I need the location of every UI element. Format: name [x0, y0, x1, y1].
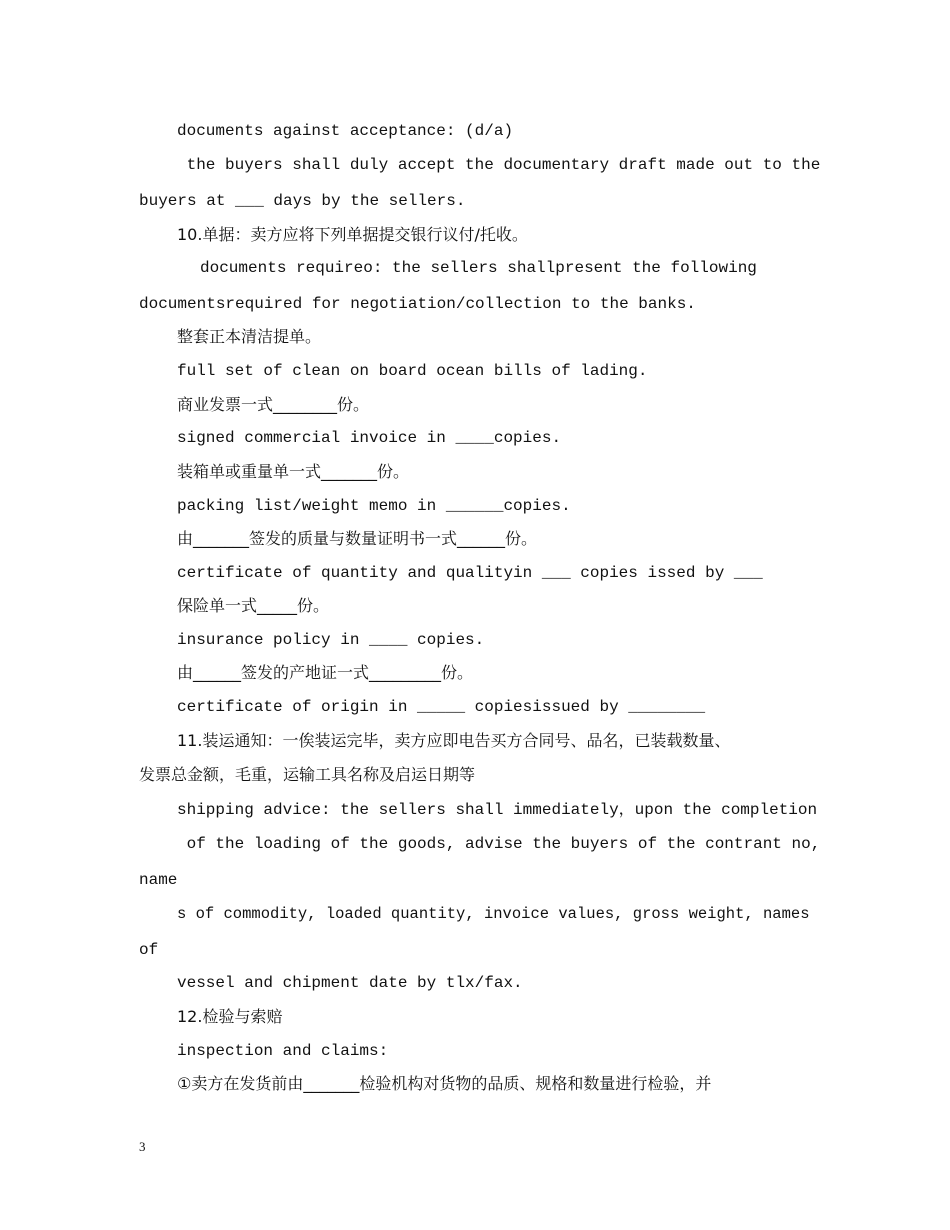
text-line: of the loading of the goods, advise the buyers of the contrant no, [177, 835, 821, 853]
text-line: certificate of origin in _____ copiesissued by ________ [177, 698, 706, 716]
text-line: s of commodity, loaded quantity, invoice values, gross weight, names [177, 905, 810, 923]
text-line: 装箱单或重量单一式_______份。 [177, 462, 410, 481]
text-line: packing list/weight memo in ______copies. [177, 497, 571, 515]
text-line: 10.单据：卖方应将下列单据提交银行议付/托收。 [177, 225, 528, 244]
text-line: documents requireo: the sellers shallpresent the following [200, 259, 757, 277]
text-line: inspection and claims: [177, 1042, 389, 1060]
text-line: vessel and chipment date by tlx/fax. [177, 974, 523, 992]
text-line: 整套正本清洁提单。 [177, 327, 322, 346]
text-line: 保险单一式_____份。 [177, 596, 330, 615]
text-line: of [139, 941, 159, 959]
text-line: shipping advice: the sellers shall immediately，upon the completion [177, 801, 818, 819]
text-line: 商业发票一式________份。 [177, 395, 370, 414]
text-line: the buyers shall duly accept the documentary draft made out to the [177, 156, 821, 174]
text-line: certificate of quantity and qualityin ___ copies issed by ___ [177, 564, 763, 582]
text-line: 11.装运通知：一俟装运完毕，卖方应即电告买方合同号、品名，已装载数量、 [177, 731, 731, 750]
text-line: signed commercial invoice in ____copies. [177, 429, 562, 447]
text-line: ①卖方在发货前由_______检验机构对货物的品质、规格和数量进行检验，并 [177, 1074, 712, 1093]
text-line: full set of clean on board ocean bills of lading. [177, 362, 648, 380]
text-line: insurance policy in ____ copies. [177, 631, 485, 649]
text-line: 发票总金额，毛重，运输工具名称及启运日期等 [139, 765, 476, 784]
text-line: 由______签发的产地证一式_________份。 [177, 663, 474, 682]
text-line: 12.检验与索赔 [177, 1007, 283, 1026]
text-line: documents against acceptance: (d/a) [177, 122, 514, 140]
text-line: 由_______签发的质量与数量证明书一式______份。 [177, 529, 538, 548]
page-number: 3 [139, 1139, 146, 1154]
text-line: documentsrequired for negotiation/collection to the banks. [139, 295, 696, 313]
text-line: name [139, 871, 178, 889]
text-line: buyers at ___ days by the sellers. [139, 192, 466, 210]
